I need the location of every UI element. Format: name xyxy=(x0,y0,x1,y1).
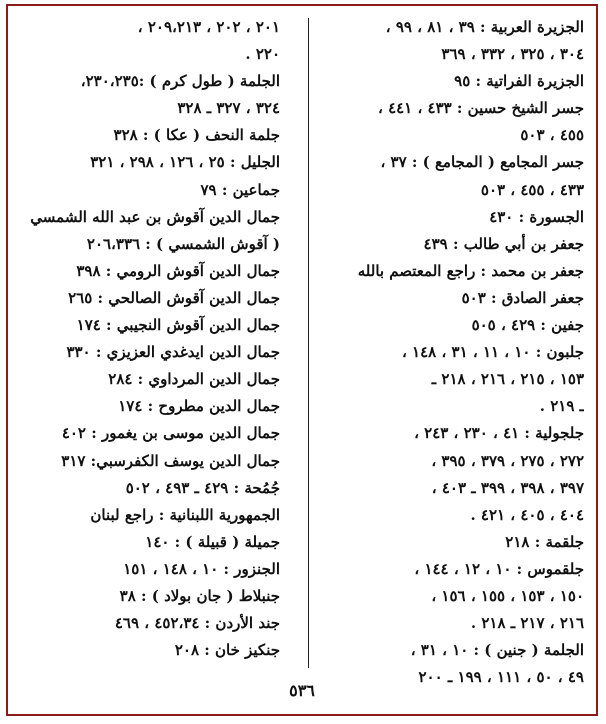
index-line: ـ ٢١٩ . xyxy=(539,397,584,416)
index-line: جسر الشيخ حسين : ٤٣٣ ، ٤٤١ ، xyxy=(377,99,584,118)
index-line: جند الأردن : ٤٥٢،٣٤ ، ٤٦٩ xyxy=(114,614,280,633)
index-line: جمال الدين مطروح : ١٧٤ xyxy=(118,397,280,416)
index-line: جلجولية : ٤١ ، ٢٣٠ ، ٢٤٣ ، xyxy=(414,424,584,443)
index-line: جمال الدين موسى بن يغمور : ٤٠٢ xyxy=(61,424,280,443)
index-line: جُمُحة : ٤٢٩ ـ ٤٩٣ ، ٥٠٢ xyxy=(125,478,280,497)
index-line: جنبلاط ( جان بولاد ) : ٣٨ xyxy=(119,586,280,605)
index-line: جفين : ٤٢٩ ، ٥٠٥ xyxy=(471,316,584,335)
index-line: جلمة النحف ( عكا ) : ٣٢٨ xyxy=(113,126,280,145)
index-line: ٢٢٠ . xyxy=(245,45,280,64)
index-line: ٢٧٢ ، ٢٧٥ ، ٣٧٩ ، ٣٩٥ ، xyxy=(431,451,584,470)
index-column-left xyxy=(2,14,280,664)
index-line: جمال الدين ايدغدي العزيزي : ٣٣٠ xyxy=(66,343,280,362)
index-line: جلقمة : ٢١٨ xyxy=(505,532,584,551)
index-line: ٣٩٧ ، ٣٩٨ ، ٣٩٩ ـ ٤٠٣ ، xyxy=(431,478,584,497)
index-line: جميلة ( قبيلة ) : ١٤٠ xyxy=(145,532,280,551)
index-line: جماعين : ٧٩ xyxy=(200,180,280,199)
index-line: ٣٠٤ ، ٣٢٥ ، ٣٣٢ ، ٣٦٩ xyxy=(441,45,584,64)
index-line: جمال الدين آقوش بن عبد الله الشمسي xyxy=(30,207,280,226)
column-divider xyxy=(308,18,309,668)
index-line: ٢٠١ ، ٢٠٢ ، ٢٠٩،٢١٣ ، xyxy=(137,18,280,36)
index-line: الجلمة ( جنين ) : ١٠ ، ٣١ ، xyxy=(410,641,584,660)
index-line: جعفر بن محمد : راجع المعتصم بالله xyxy=(357,261,584,280)
index-line: ( آقوش الشمسي ) : ٢٠٦،٣٣٦ xyxy=(86,234,280,253)
index-line: ٤٥٥ ، ٥٠٣ xyxy=(520,126,584,145)
index-line: ٤٣٣ ، ٤٥٥ ، ٥٠٣ xyxy=(480,180,584,199)
index-line: ١٥٣ ، ٢١٥ ، ٢١٦ ، ٢١٨ ـ xyxy=(431,370,584,389)
index-line: ٢١٦ ، ٢١٧ ـ ٢١٨ . xyxy=(470,614,584,633)
index-column-right xyxy=(306,14,584,691)
index-line: الجليل : ٢٥ ، ١٢٦ ، ٢٩٨ ، ٣٢١ xyxy=(90,153,280,172)
index-line: جلقموس : ١٠ ، ١٢ ، ١٤٤ ، xyxy=(414,559,584,578)
index-line: جلبون : ١٠ ، ١١ ، ٣١ ، ١٤٨ ، xyxy=(401,343,584,362)
index-line: جمال الدين آقوش الرومي : ٣٩٨ xyxy=(76,261,280,280)
index-line: جسر المجامع ( المجامع ) : ٣٧ ، xyxy=(380,153,584,172)
index-line: الجسورة : ٤٣٠ xyxy=(489,207,584,226)
page-number: ٥٣٦ xyxy=(289,681,315,700)
index-line: الجزيرة الفراتية : ٩٥ xyxy=(454,72,584,91)
index-line: الجلمة ( طول كرم ) :٢٣٠،٢٣٥، xyxy=(80,72,280,91)
index-line: جعفر الصادق : ٥٠٣ xyxy=(461,288,584,307)
index-line: جمال الدين آقوش النجيبي : ١٧٤ xyxy=(76,316,280,335)
index-line: جعفر بن أبي طالب : ٤٣٩ xyxy=(423,234,584,253)
index-line: ٤٩ ، ٥٠ ، ١١١ ، ١٩٩ ـ ٢٠٠ xyxy=(418,668,584,687)
index-line: جنكيز خان : ٢٠٨ xyxy=(174,641,280,660)
page-frame xyxy=(6,4,598,716)
index-line: ٣٢٤ ، ٣٢٧ ـ ٣٢٨ xyxy=(177,99,280,118)
index-line: جمال الدين المرداوي : ٢٨٤ xyxy=(108,370,280,389)
index-line: جمال الدين يوسف الكفرسبي: ٣١٧ xyxy=(61,451,280,470)
index-line: الجنزور : ١٠ ، ١٤٨ ، ١٥١ xyxy=(123,559,280,578)
index-line: ١٥٠ ، ١٥٣ ، ١٥٥ ، ١٥٦ ، xyxy=(431,586,584,605)
index-line: الجمهورية اللبنانية : راجع لبنان xyxy=(90,505,280,524)
index-line: الجزيرة العربية : ٣٩ ، ٨١ ، ٩٩ ، xyxy=(385,18,584,36)
index-line: ٤٠٤ ، ٤٠٥ ، ٤٢١ . xyxy=(470,505,584,524)
index-line: جمال الدين آقوش الصالحي : ٢٦٥ xyxy=(68,288,280,307)
